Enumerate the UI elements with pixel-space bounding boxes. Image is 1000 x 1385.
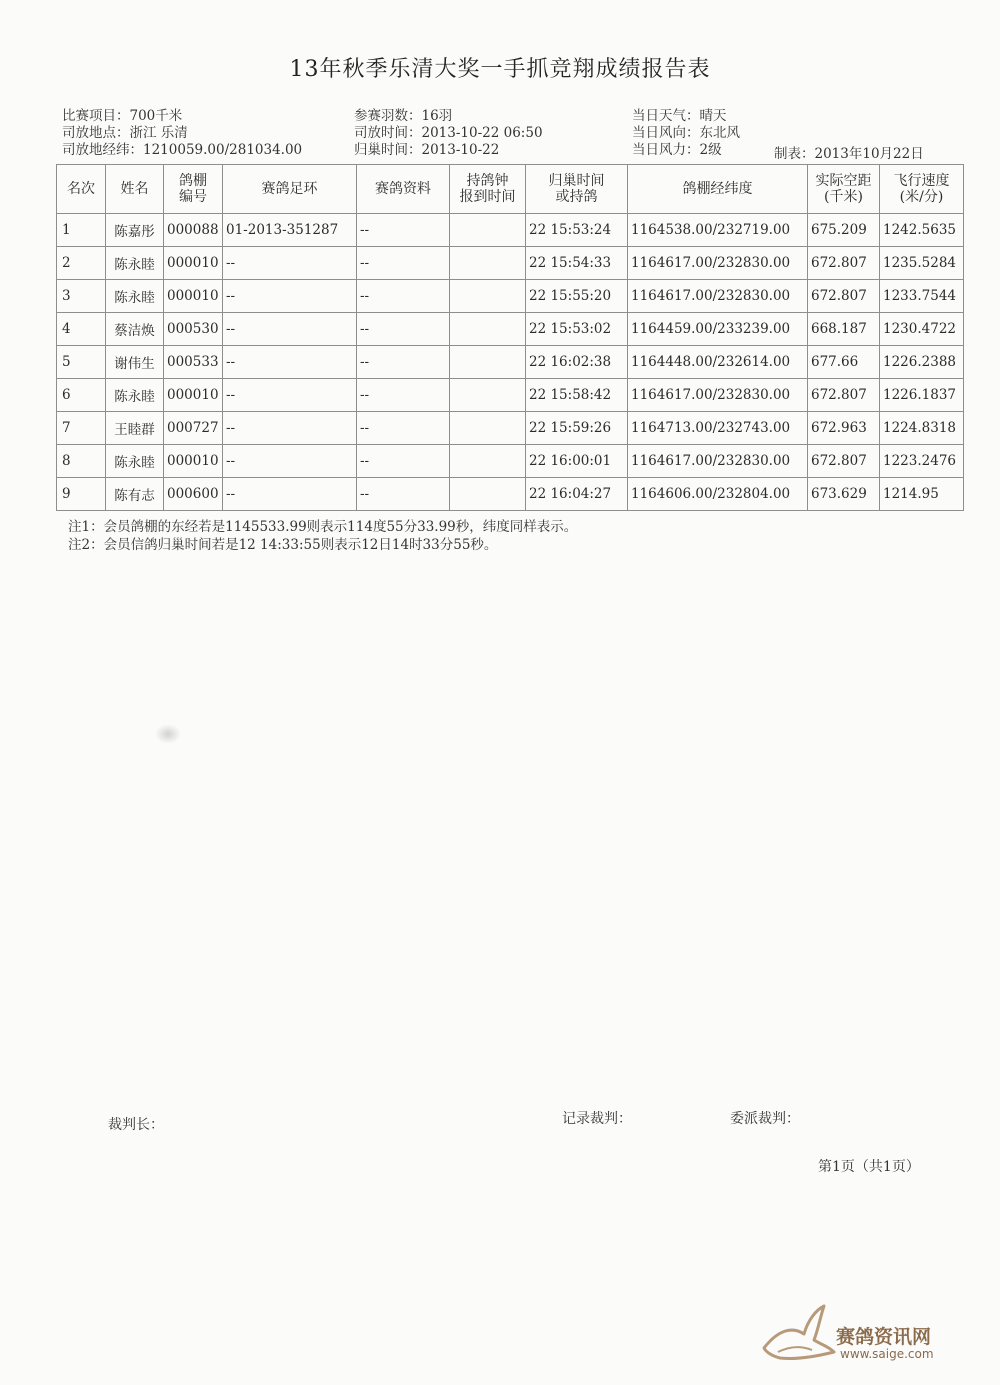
cell-clock-time xyxy=(450,346,526,379)
cell-loft-id: 000010 xyxy=(164,280,223,313)
cell-distance: 672.807 xyxy=(808,280,880,313)
cell-distance: 673.629 xyxy=(808,478,880,511)
cell-arrival-time: 22 15:54:33 xyxy=(526,247,628,280)
report-title: 13年秋季乐清大奖一手抓竞翔成绩报告表 xyxy=(289,57,711,82)
scan-smudge xyxy=(155,724,181,744)
results-table xyxy=(56,164,964,511)
cell-pigeon-info: -- xyxy=(357,412,450,445)
cell-rank: 8 xyxy=(57,445,106,478)
cell-ring: -- xyxy=(223,247,357,280)
footnotes xyxy=(68,518,577,554)
weather: 当日天气：晴天 xyxy=(632,108,727,124)
cell-pigeon-info: -- xyxy=(357,445,450,478)
header-rank: 名次 xyxy=(57,165,106,214)
info-column-3 xyxy=(632,108,740,159)
cell-loft-coords: 1164617.00/232830.00 xyxy=(628,280,808,313)
cell-rank: 5 xyxy=(57,346,106,379)
info-column-1 xyxy=(62,108,302,159)
header-loft-coords: 鸽棚经纬度 xyxy=(628,165,808,214)
cell-arrival-time: 22 15:59:26 xyxy=(526,412,628,445)
cell-name: 陈有志 xyxy=(106,478,164,511)
cell-name: 蔡洁焕 xyxy=(106,313,164,346)
cell-speed: 1223.2476 xyxy=(880,445,964,478)
cell-loft-coords: 1164459.00/233239.00 xyxy=(628,313,808,346)
race-distance: 比赛项目：700千米 xyxy=(62,108,183,124)
cell-loft-id: 000727 xyxy=(164,412,223,445)
cell-speed: 1230.4722 xyxy=(880,313,964,346)
header-name: 姓名 xyxy=(106,165,164,214)
cell-loft-id: 000010 xyxy=(164,379,223,412)
cell-distance: 677.66 xyxy=(808,346,880,379)
cell-arrival-time: 22 15:55:20 xyxy=(526,280,628,313)
wind-force: 当日风力：2级 xyxy=(632,142,722,158)
table-row xyxy=(57,247,964,280)
header-distance: 实际空距 (千米) xyxy=(808,165,880,214)
cell-speed: 1233.7544 xyxy=(880,280,964,313)
cell-speed: 1214.95 xyxy=(880,478,964,511)
cell-ring: -- xyxy=(223,346,357,379)
page-number: 第1页（共1页） xyxy=(818,1159,920,1175)
footnote-2: 注2：会员信鸽归巢时间若是12 14:33:55则表示12日14时33分55秒。 xyxy=(68,537,498,553)
cell-speed: 1226.1837 xyxy=(880,379,964,412)
cell-distance: 672.807 xyxy=(808,247,880,280)
cell-distance: 672.807 xyxy=(808,445,880,478)
cell-ring: -- xyxy=(223,379,357,412)
cell-rank: 4 xyxy=(57,313,106,346)
release-coordinates: 司放地经纬：1210059.00/281034.00 xyxy=(62,142,303,158)
cell-clock-time xyxy=(450,478,526,511)
cell-rank: 3 xyxy=(57,280,106,313)
release-location: 司放地点：浙江 乐清 xyxy=(62,125,188,141)
cell-ring: 01-2013-351287 xyxy=(223,214,357,247)
table-row xyxy=(57,445,964,478)
cell-distance: 668.187 xyxy=(808,313,880,346)
signature-chief-referee: 裁判长： xyxy=(108,1117,164,1133)
header-clock-time: 持鸽钟 报到时间 xyxy=(450,165,526,214)
cell-pigeon-info: -- xyxy=(357,379,450,412)
cell-loft-coords: 1164617.00/232830.00 xyxy=(628,445,808,478)
table-row xyxy=(57,214,964,247)
watermark-url: www.saige.com xyxy=(840,1347,934,1361)
cell-name: 陈嘉彤 xyxy=(106,214,164,247)
cell-distance: 672.807 xyxy=(808,379,880,412)
cell-name: 谢伟生 xyxy=(106,346,164,379)
table-row xyxy=(57,478,964,511)
cell-distance: 675.209 xyxy=(808,214,880,247)
return-date: 归巢时间：2013-10-22 xyxy=(354,142,500,158)
cell-pigeon-info: -- xyxy=(357,313,450,346)
cell-name: 陈永睦 xyxy=(106,280,164,313)
watermark-text: 赛鸽资讯网 xyxy=(836,1326,932,1348)
cell-loft-coords: 1164538.00/232719.00 xyxy=(628,214,808,247)
cell-pigeon-info: -- xyxy=(357,280,450,313)
cell-arrival-time: 22 15:53:02 xyxy=(526,313,628,346)
cell-clock-time xyxy=(450,214,526,247)
table-header-row xyxy=(57,165,964,214)
cell-loft-coords: 1164448.00/232614.00 xyxy=(628,346,808,379)
footnote-1: 注1：会员鸽棚的东经若是1145533.99则表示114度55分33.99秒，纬度同样表示。 xyxy=(68,519,578,535)
cell-distance: 672.963 xyxy=(808,412,880,445)
cell-rank: 9 xyxy=(57,478,106,511)
cell-arrival-time: 22 16:00:01 xyxy=(526,445,628,478)
cell-pigeon-info: -- xyxy=(357,247,450,280)
cell-loft-coords: 1164617.00/232830.00 xyxy=(628,379,808,412)
cell-loft-id: 000533 xyxy=(164,346,223,379)
cell-pigeon-info: -- xyxy=(357,478,450,511)
cell-clock-time xyxy=(450,445,526,478)
cell-ring: -- xyxy=(223,280,357,313)
cell-name: 陈永睦 xyxy=(106,247,164,280)
cell-name: 陈永睦 xyxy=(106,445,164,478)
cell-speed: 1242.5635 xyxy=(880,214,964,247)
cell-loft-id: 000530 xyxy=(164,313,223,346)
cell-name: 王睦群 xyxy=(106,412,164,445)
entry-count: 参赛羽数：16羽 xyxy=(354,108,453,124)
cell-rank: 1 xyxy=(57,214,106,247)
wind-direction: 当日风向：东北风 xyxy=(632,125,740,141)
signature-delegate: 委派裁判： xyxy=(730,1111,800,1127)
pigeon-logo-icon xyxy=(758,1300,838,1370)
header-loft-id: 鸽棚 编号 xyxy=(164,165,223,214)
release-time: 司放时间：2013-10-22 06:50 xyxy=(354,125,543,141)
info-column-2 xyxy=(354,108,543,159)
cell-speed: 1235.5284 xyxy=(880,247,964,280)
header-arrival-time: 归巢时间 或持鸽 xyxy=(526,165,628,214)
cell-ring: -- xyxy=(223,445,357,478)
cell-arrival-time: 22 15:53:24 xyxy=(526,214,628,247)
cell-speed: 1224.8318 xyxy=(880,412,964,445)
cell-loft-coords: 1164713.00/232743.00 xyxy=(628,412,808,445)
signature-recorder: 记录裁判： xyxy=(562,1111,632,1127)
cell-pigeon-info: -- xyxy=(357,214,450,247)
cell-loft-id: 000010 xyxy=(164,445,223,478)
table-row xyxy=(57,313,964,346)
cell-clock-time xyxy=(450,280,526,313)
cell-ring: -- xyxy=(223,313,357,346)
header-speed: 飞行速度 (米/分) xyxy=(880,165,964,214)
site-watermark xyxy=(758,1300,958,1370)
table-row xyxy=(57,379,964,412)
cell-ring: -- xyxy=(223,412,357,445)
cell-loft-id: 000010 xyxy=(164,247,223,280)
cell-ring: -- xyxy=(223,478,357,511)
cell-arrival-time: 22 15:58:42 xyxy=(526,379,628,412)
cell-clock-time xyxy=(450,247,526,280)
cell-rank: 7 xyxy=(57,412,106,445)
header-pigeon-info: 赛鸽资料 xyxy=(357,165,450,214)
cell-rank: 2 xyxy=(57,247,106,280)
table-row xyxy=(57,346,964,379)
cell-clock-time xyxy=(450,379,526,412)
cell-loft-id: 000088 xyxy=(164,214,223,247)
made-date: 制表：2013年10月22日 xyxy=(774,146,924,162)
cell-pigeon-info: -- xyxy=(357,346,450,379)
cell-loft-id: 000600 xyxy=(164,478,223,511)
cell-clock-time xyxy=(450,412,526,445)
cell-rank: 6 xyxy=(57,379,106,412)
cell-speed: 1226.2388 xyxy=(880,346,964,379)
table-row xyxy=(57,412,964,445)
cell-clock-time xyxy=(450,313,526,346)
cell-loft-coords: 1164617.00/232830.00 xyxy=(628,247,808,280)
cell-name: 陈永睦 xyxy=(106,379,164,412)
table-row xyxy=(57,280,964,313)
cell-arrival-time: 22 16:02:38 xyxy=(526,346,628,379)
cell-loft-coords: 1164606.00/232804.00 xyxy=(628,478,808,511)
cell-arrival-time: 22 16:04:27 xyxy=(526,478,628,511)
header-ring: 赛鸽足环 xyxy=(223,165,357,214)
